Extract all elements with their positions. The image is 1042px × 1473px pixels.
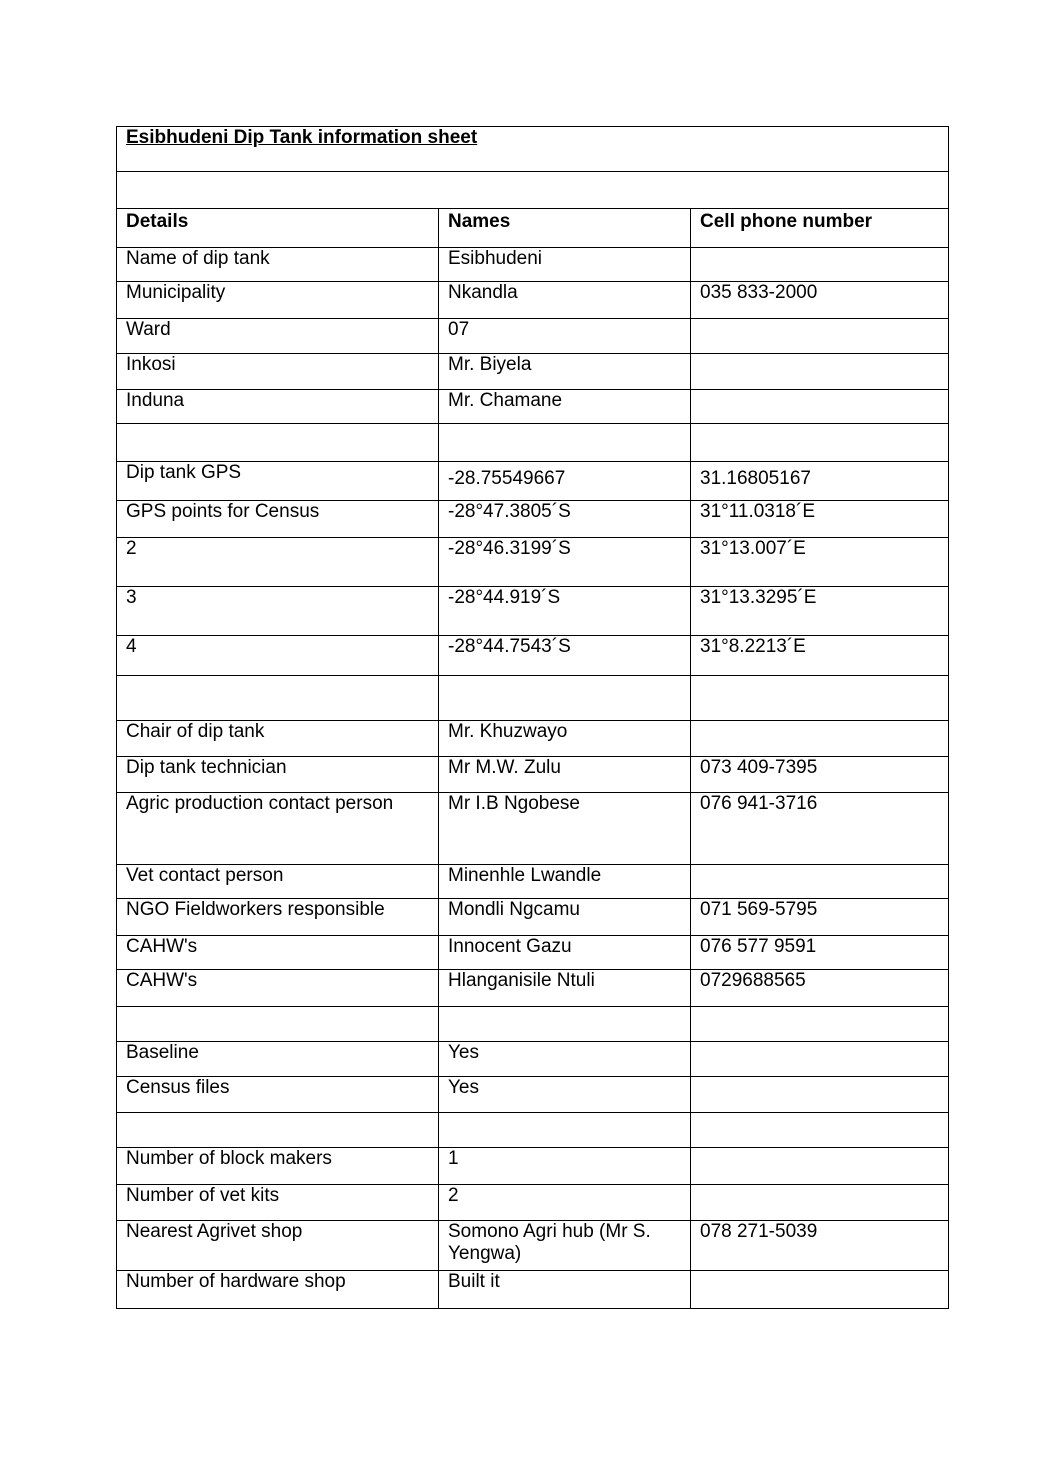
table-row — [117, 636, 949, 676]
detail-cell: 3 — [117, 587, 439, 636]
table-row — [117, 721, 949, 757]
name-cell: Mr. Chamane — [439, 390, 691, 424]
table-row — [117, 1113, 949, 1148]
name-cell: -28°44.919´S — [439, 587, 691, 636]
detail-cell: Ward — [117, 319, 439, 354]
name-cell: Built it — [439, 1271, 691, 1309]
phone-cell: 076 577 9591 — [691, 936, 949, 970]
phone-cell: 035 833-2000 — [691, 282, 949, 319]
phone-cell — [691, 1007, 949, 1042]
empty-cell — [117, 172, 949, 209]
name-cell: -28°47.3805´S — [439, 501, 691, 538]
name-cell: -28°46.3199´S — [439, 538, 691, 587]
phone-cell — [691, 319, 949, 354]
phone-cell: 078 271-5039 — [691, 1221, 949, 1271]
detail-cell — [117, 676, 439, 721]
table-row — [117, 248, 949, 282]
detail-cell: Name of dip tank — [117, 248, 439, 282]
detail-cell: Number of block makers — [117, 1148, 439, 1185]
table-row — [117, 390, 949, 424]
phone-cell: 0729688565 — [691, 970, 949, 1007]
detail-cell: Dip tank technician — [117, 757, 439, 793]
phone-cell: 31°13.3295´E — [691, 587, 949, 636]
header-cell-phone: Cell phone number — [691, 209, 949, 248]
phone-cell: 31°13.007´E — [691, 538, 949, 587]
name-cell — [439, 462, 691, 501]
name-cell: Nkandla — [439, 282, 691, 319]
table-row — [117, 1007, 949, 1042]
table-row — [117, 319, 949, 354]
header-names: Names — [439, 209, 691, 248]
name-cell: 2 — [439, 1185, 691, 1221]
table-row — [117, 1221, 949, 1271]
detail-cell: Number of vet kits — [117, 1185, 439, 1221]
phone-cell — [691, 462, 949, 501]
table-row — [117, 793, 949, 865]
detail-cell: Municipality — [117, 282, 439, 319]
detail-cell — [117, 1007, 439, 1042]
phone-cell — [691, 676, 949, 721]
detail-cell: GPS points for Census — [117, 501, 439, 538]
table-row — [117, 354, 949, 390]
name-cell: Mr. Biyela — [439, 354, 691, 390]
phone-cell — [691, 1042, 949, 1077]
phone-cell — [691, 354, 949, 390]
phone-cell — [691, 1077, 949, 1113]
table-row — [117, 970, 949, 1007]
name-cell: Esibhudeni — [439, 248, 691, 282]
dip-tank-info-table — [116, 126, 949, 1309]
table-row — [117, 587, 949, 636]
detail-cell: NGO Fieldworkers responsible — [117, 899, 439, 936]
header-row — [117, 209, 949, 248]
gps-longitude: 31.16805167 — [700, 468, 811, 489]
name-cell: Mondli Ngcamu — [439, 899, 691, 936]
name-cell: Mr M.W. Zulu — [439, 757, 691, 793]
table-row — [117, 1271, 949, 1309]
phone-cell — [691, 865, 949, 899]
name-cell: Hlanganisile Ntuli — [439, 970, 691, 1007]
name-cell: 1 — [439, 1148, 691, 1185]
phone-cell — [691, 248, 949, 282]
detail-cell — [117, 1113, 439, 1148]
sheet-title: Esibhudeni Dip Tank information sheet — [117, 127, 949, 172]
table-row — [117, 1042, 949, 1077]
phone-cell: 076 941-3716 — [691, 793, 949, 865]
table-row — [117, 936, 949, 970]
table-row — [117, 865, 949, 899]
title-row — [117, 127, 949, 172]
table-row — [117, 424, 949, 462]
phone-cell — [691, 390, 949, 424]
detail-cell: Vet contact person — [117, 865, 439, 899]
detail-cell: Induna — [117, 390, 439, 424]
phone-cell: 31°11.0318´E — [691, 501, 949, 538]
name-cell: Somono Agri hub (Mr S. Yengwa) — [439, 1221, 691, 1271]
name-cell — [439, 676, 691, 721]
phone-cell — [691, 1271, 949, 1309]
phone-cell: 071 569-5795 — [691, 899, 949, 936]
table-row — [117, 1077, 949, 1113]
detail-cell: 4 — [117, 636, 439, 676]
detail-cell: Census files — [117, 1077, 439, 1113]
name-cell: Minenhle Lwandle — [439, 865, 691, 899]
phone-cell — [691, 721, 949, 757]
name-cell — [439, 1007, 691, 1042]
name-cell — [439, 1113, 691, 1148]
table-row — [117, 501, 949, 538]
detail-cell: CAHW's — [117, 936, 439, 970]
phone-cell: 073 409-7395 — [691, 757, 949, 793]
table-row — [117, 538, 949, 587]
table-row — [117, 757, 949, 793]
detail-cell: Inkosi — [117, 354, 439, 390]
table-row — [117, 899, 949, 936]
name-cell: 07 — [439, 319, 691, 354]
detail-cell: Number of hardware shop — [117, 1271, 439, 1309]
phone-cell — [691, 1113, 949, 1148]
name-cell: -28°44.7543´S — [439, 636, 691, 676]
name-cell: Mr I.B Ngobese — [439, 793, 691, 865]
name-cell — [439, 424, 691, 462]
name-cell: Mr. Khuzwayo — [439, 721, 691, 757]
spacer-row — [117, 172, 949, 209]
detail-cell: 2 — [117, 538, 439, 587]
gps-latitude: -28.75549667 — [448, 468, 566, 489]
table-row — [117, 462, 949, 501]
name-cell: Yes — [439, 1042, 691, 1077]
detail-cell: Nearest Agrivet shop — [117, 1221, 439, 1271]
phone-cell — [691, 1148, 949, 1185]
table-row — [117, 282, 949, 319]
detail-cell: Dip tank GPS — [117, 462, 439, 501]
detail-cell: Baseline — [117, 1042, 439, 1077]
phone-cell: 31°8.2213´E — [691, 636, 949, 676]
table-row — [117, 1148, 949, 1185]
phone-cell — [691, 1185, 949, 1221]
table-row — [117, 1185, 949, 1221]
detail-cell — [117, 424, 439, 462]
phone-cell — [691, 424, 949, 462]
detail-cell: Chair of dip tank — [117, 721, 439, 757]
detail-cell: CAHW's — [117, 970, 439, 1007]
name-cell: Yes — [439, 1077, 691, 1113]
table-row — [117, 676, 949, 721]
detail-cell: Agric production contact person — [117, 793, 439, 865]
header-details: Details — [117, 209, 439, 248]
name-cell: Innocent Gazu — [439, 936, 691, 970]
